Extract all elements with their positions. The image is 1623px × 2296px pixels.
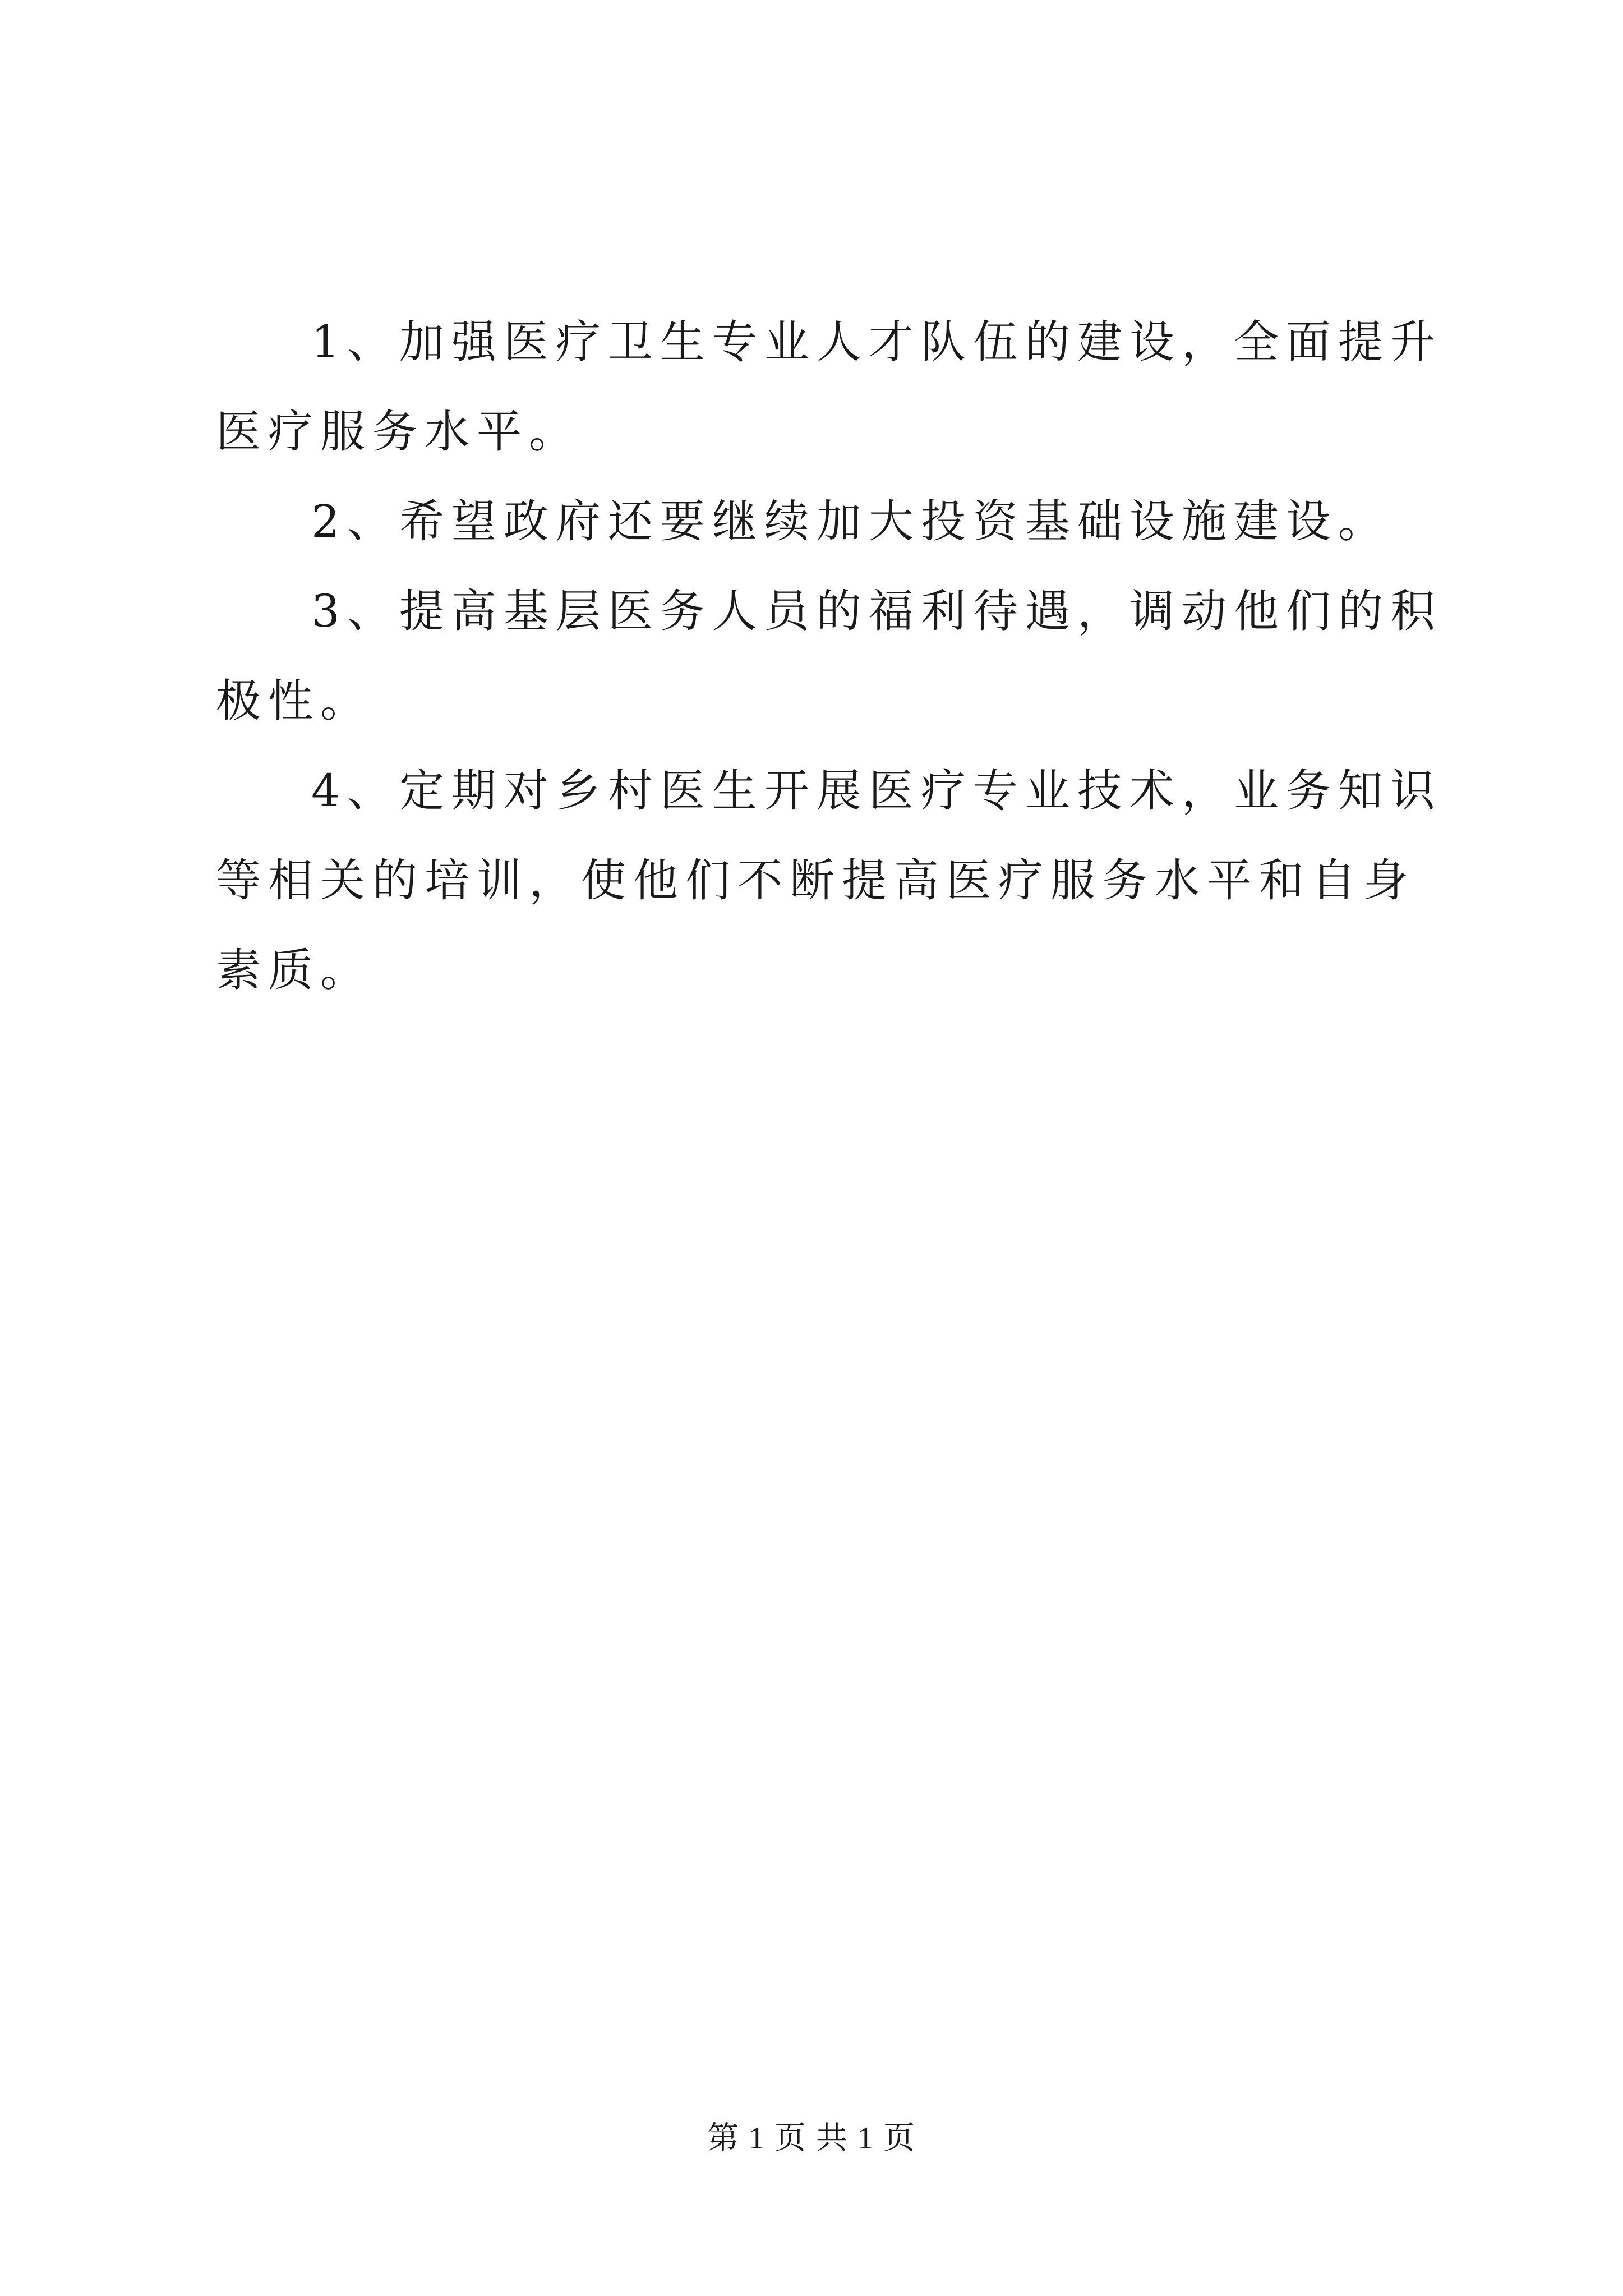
document-body	[216, 297, 1444, 1015]
paragraph-4: 4、定期对乡村医生开展医疗专业技术，业务知识等相关的培训，使他们不断提高医疗服务水平和自身素质。	[216, 765, 1442, 996]
page-footer: 第 1 页 共 1 页	[707, 2121, 916, 2156]
paragraph-3: 3、提高基层医务人员的福利待遇，调动他们的积极性。	[216, 585, 1442, 727]
paragraph-2: 2、希望政府还要继续加大投资基础设施建设。	[311, 495, 1390, 547]
paragraph-1: 1、加强医疗卫生专业人才队伍的建设，全面提升医疗服务水平。	[216, 316, 1442, 458]
